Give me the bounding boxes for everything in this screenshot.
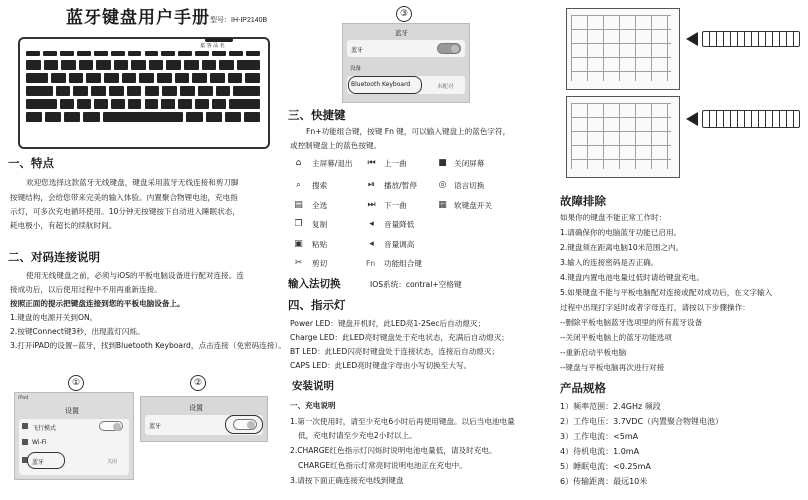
shortcuts-intro: 或控制键盘上的蓝色按键。 [290,141,382,150]
keyboard-key [245,73,260,83]
keyboard-key [64,112,80,122]
keyboard-key [233,86,260,96]
spec-item: 5）睡眠电流：<0.25mA [560,462,651,471]
keyboard-key [184,60,199,70]
ipad-bt-row-box [347,40,465,57]
pairing-line: 接成功后，以后使用过程中不用再重新连接。 [10,285,162,294]
keyboard-key [237,60,260,70]
ipad-bluetooth-page-title: 设置 [189,404,203,412]
troubleshoot-line: 4.键盘内置电池电量过低时请给键盘充电。 [560,273,704,282]
keyboard-key [69,73,84,83]
keyboard-key [128,99,142,109]
shortcut-select-all: 全选 [312,201,328,210]
prev-track-icon: ⏮ [367,158,376,168]
next-track-icon: ⏭ [367,200,376,210]
shortcut-play: 播放/暂停 [384,181,417,190]
keyboard-key [61,60,76,70]
arrow-left-icon [686,112,698,126]
wifi-icon [22,439,28,445]
input-switch-text: IOS系统：contral+空格键 [370,280,462,289]
pairing-line: 使用无线键盘之前，必须与iOS的平板电脑设备进行配对连接。连 [26,271,244,280]
keyboard-key [51,73,66,83]
keyboard-key [161,99,175,109]
select-all-icon: ▤ [294,200,303,210]
keyboard-power-indicator [205,38,233,42]
keyboard-key [94,51,108,56]
keyboard-key [43,51,57,56]
search-icon: ⌕ [295,180,302,190]
indicator-line: Charge LED：此LED亮时键盘处于充电状态，充满后自动熄灭； [290,333,509,342]
usb-cable-icon [702,31,800,47]
model-number: 型号：IH-IP2140B [210,17,268,24]
keyboard-key [109,86,124,96]
ipad-device-list-screenshot [342,23,470,103]
indicator-line: Power LED：键盘开机时，此LED亮1-2Sec后自动熄灭； [290,319,486,328]
keyboard-key [26,73,48,83]
fn-key-icon: Fn [366,259,376,268]
cut-icon: ✂ [294,258,303,268]
keyboard-key [111,51,125,56]
shortcut-prev: 上一曲 [384,159,407,168]
shortcut-fn: 功能组合键 [384,259,422,268]
keyboard-key [202,60,217,70]
globe-icon: ◎ [438,180,447,190]
keyboard-key [114,60,129,70]
shortcut-copy: 复制 [312,220,328,229]
ipad-devices-label: 设备 [350,66,362,72]
keyboard-key [229,99,260,109]
keyboard-key [127,86,142,96]
keyboard-key [96,60,111,70]
keyboard-key [86,73,101,83]
troubleshoot-line: 过程中出现打字延时或者字母连打，请按以下步骤操作： [560,303,750,312]
keyboard-key [244,112,260,122]
ipad-bt-row[interactable]: 蓝牙 [351,47,364,54]
lock-icon: ■ [438,158,447,168]
ipad-device-row-box [347,76,465,94]
shortcut-soft-keyboard: 软键盘开关 [454,201,492,210]
install-line: 低，充电时请至少充电2小时以上。 [298,431,417,440]
section-features-heading: 一、特点 [8,156,54,170]
shortcut-paste: 粘贴 [312,240,328,249]
troubleshoot-line: --关闭平板电脑上的蓝牙功能选项 [560,333,672,342]
ipad-settings-screenshot [14,392,134,480]
bt-toggle-on[interactable] [437,43,461,54]
keyboard-key [45,112,61,122]
troubleshoot-line: 如果你的键盘不能正常工作时： [560,213,667,222]
pairing-line: 按照正面的提示把键盘连接到您的平板电脑设备上。 [10,299,185,308]
shortcut-language: 语言切换 [454,181,485,190]
shortcut-vol-down: 音量降低 [384,220,415,229]
toggle-highlight [225,415,263,434]
keyboard-key [94,99,108,109]
manual-title: 蓝牙键盘用户手册 [66,8,210,28]
airplane-toggle[interactable] [99,421,123,431]
troubleshoot-line: 2.键盘须在距离电脑10米范围之内。 [560,243,684,252]
keyboard-key [104,73,119,83]
install-line: 3.请按下面正确连接充电线到键盘 [290,476,404,485]
volume-up-icon: ◂ [369,239,374,249]
shortcut-screen-off: 关闭屏幕 [454,159,485,168]
step-2-marker: ② [190,375,206,391]
paste-icon: ▣ [294,239,303,249]
features-line: 耗电极小，有超长的续航时间。 [10,221,117,230]
troubleshoot-line: 1.请确保你的电脑蓝牙功能已启用。 [560,228,682,237]
charging-diagram-bottom [566,96,680,178]
keyboard-key [79,60,94,70]
keyboard-key [229,51,243,56]
copy-icon: ❐ [294,219,303,229]
keyboard-key [157,73,172,83]
spec-item: 2）工作电压：3.7VDC（内置聚合物锂电池） [560,417,724,426]
keyboard-brand: 嘉 客 品 名 [200,43,225,49]
shortcut-search: 搜索 [312,181,328,190]
column-right [552,0,808,500]
keyboard-key [246,51,260,56]
keyboard-key [145,86,160,96]
keyboard-key [83,112,99,122]
keyboard-key [111,99,125,109]
keyboard-key [228,73,243,83]
ipad-bluetooth-row[interactable]: 蓝牙 [149,423,162,430]
keyboard-keys [26,51,260,141]
keyboard-key [60,99,74,109]
keyboard-illustration [18,37,270,149]
install-line: CHARGE红色指示灯常亮时说明电池正在充电中。 [298,461,467,470]
spec-item: 1）频率范围：2.4GHz 频段 [560,402,661,411]
column-middle [280,0,542,500]
ipad-device-status: 未配对 [437,84,454,90]
keyboard-key [60,51,74,56]
install-line: 1.第一次使用时，请至少充电6小时后再使用键盘。以后当电池电量 [290,417,515,426]
shortcut-cut: 剪切 [312,259,328,268]
troubleshoot-heading: 故障排除 [560,194,606,208]
keyboard-key [122,73,137,83]
keyboard-key [26,99,57,109]
volume-down-icon: ◂ [369,219,374,229]
keyboard-key [195,51,209,56]
keyboard-key [175,73,190,83]
section-pairing-heading: 二、对码连接说明 [8,250,100,264]
keyboard-corner-grid [571,103,671,169]
step-3-marker: ③ [396,6,412,22]
keyboard-key [149,60,164,70]
arrow-left-icon [686,32,698,46]
keyboard-key [91,86,106,96]
keyboard-key [212,51,226,56]
keyboard-key [44,60,59,70]
keyboard-key [180,86,195,96]
troubleshoot-line: --重新启动平板电脑 [560,348,627,357]
spec-item: 4）待机电流：1.0mA [560,447,640,456]
keyboard-key [178,99,192,109]
keyboard-key [186,112,202,122]
spec-item: 6）传输距离：最远10米 [560,477,648,486]
step-1-marker: ① [68,375,84,391]
keyboard-key [225,112,241,122]
keyboard-key [131,60,146,70]
keyboard-key [103,112,184,122]
shortcut-next: 下一曲 [384,201,407,210]
shortcuts-intro: Fn+功能组合键，按键 Fn 键，可以输入键盘上的蓝色字符， [306,127,511,136]
troubleshoot-line: 3.输入的连接密码是否正确。 [560,258,659,267]
settings-row-status: 关闭 [107,459,118,465]
usb-plug-icon [702,110,800,128]
section-shortcuts-heading: 三、快捷键 [288,108,346,122]
ipad-bluetooth-row-box [145,415,263,435]
shortcut-home: 主屏幕/退出 [312,159,353,168]
ipad-status-label: iPad [18,395,29,401]
keyboard-key [161,51,175,56]
keyboard-key [212,99,226,109]
keyboard-key [178,51,192,56]
troubleshoot-line: --键盘与平板电脑再次进行对接 [560,363,665,372]
troubleshoot-line: 5.如果键盘不能与平板电脑配对连接或配对成功后，在文字输入 [560,288,773,297]
keyboard-key [128,51,142,56]
keyboard-key [145,51,159,56]
specs-heading: 产品规格 [560,381,606,395]
install-line: 2.CHARGE红色指示灯闪烁时说明电池电量低，请及时充电。 [290,446,497,455]
features-line: 示灯，可多次充电循环使用。10分钟无按键按下自动进入睡眠状态， [10,207,240,216]
keyboard-key [26,86,53,96]
pairing-step: 3.打开iPAD的设置--蓝牙，找到Bluetooth Keyboard，点击连接（免密码连接）。 [10,341,286,350]
spec-item: 3）工作电流：<5mA [560,432,639,441]
input-switch-heading: 输入法切换 [288,278,341,290]
home-icon: ⌂ [295,158,302,168]
column-left [0,0,286,500]
keyboard-icon: ▦ [438,200,447,210]
keyboard-key [219,60,234,70]
keyboard-corner-grid [571,15,671,81]
pairing-step: 2.按键Connect键3秒，出现蓝灯闪烁。 [10,327,145,336]
keyboard-key [192,73,207,83]
install-subheading: 一、充电说明 [290,401,336,410]
shortcut-vol-up: 音量调高 [384,240,415,249]
keyboard-key [145,99,159,109]
ipad-bluetooth-screenshot [140,396,268,442]
ipad-device-page-title: 蓝牙 [395,29,408,37]
install-heading: 安装说明 [292,380,334,392]
keyboard-key [26,51,40,56]
troubleshoot-line: --删除平板电脑蓝牙选项里的所有蓝牙设备 [560,318,703,327]
charging-diagram-top [566,8,680,90]
airplane-icon [22,423,28,429]
keyboard-key [162,86,177,96]
ipad-device-name[interactable]: Bluetooth Keyboard [351,81,411,88]
features-line: 欢迎您选择这款蓝牙无线键盘，键盘采用蓝牙无线连接和剪刀脚 [26,178,239,187]
keyboard-key [26,112,42,122]
features-line: 按键结构，会给您带来完美的输入体验。内置聚合物锂电池，充电指 [10,193,238,202]
keyboard-key [73,86,88,96]
keyboard-key [139,73,154,83]
keyboard-key [198,86,213,96]
ipad-settings-list [19,419,129,475]
ipad-settings-title: 设置 [65,407,79,415]
settings-row-airplane[interactable]: 飞行模式 [32,425,57,432]
indicator-line: BT LED：此LED闪亮时键盘处于连接状态，连接后自动熄灭； [290,347,500,356]
settings-row-wifi[interactable]: Wi-Fi [32,439,47,446]
device-row-highlight [348,76,422,94]
pairing-step: 1.键盘的电源开关到ON。 [10,313,98,322]
keyboard-key [77,99,91,109]
keyboard-key [26,60,41,70]
play-pause-icon: ⏯ [367,180,376,190]
keyboard-key [206,112,222,122]
keyboard-key [166,60,181,70]
keyboard-key [216,86,231,96]
indicator-line: CAPS LED：此LED亮时键盘字母由小写切换至大写。 [290,361,472,370]
keyboard-key [77,51,91,56]
keyboard-key [56,86,71,96]
section-indicator-heading: 四、指示灯 [288,298,346,312]
keyboard-key [210,73,225,83]
bluetooth-row-highlight [27,452,65,469]
keyboard-key [195,99,209,109]
settings-row-bluetooth[interactable]: 蓝牙 [32,459,45,466]
